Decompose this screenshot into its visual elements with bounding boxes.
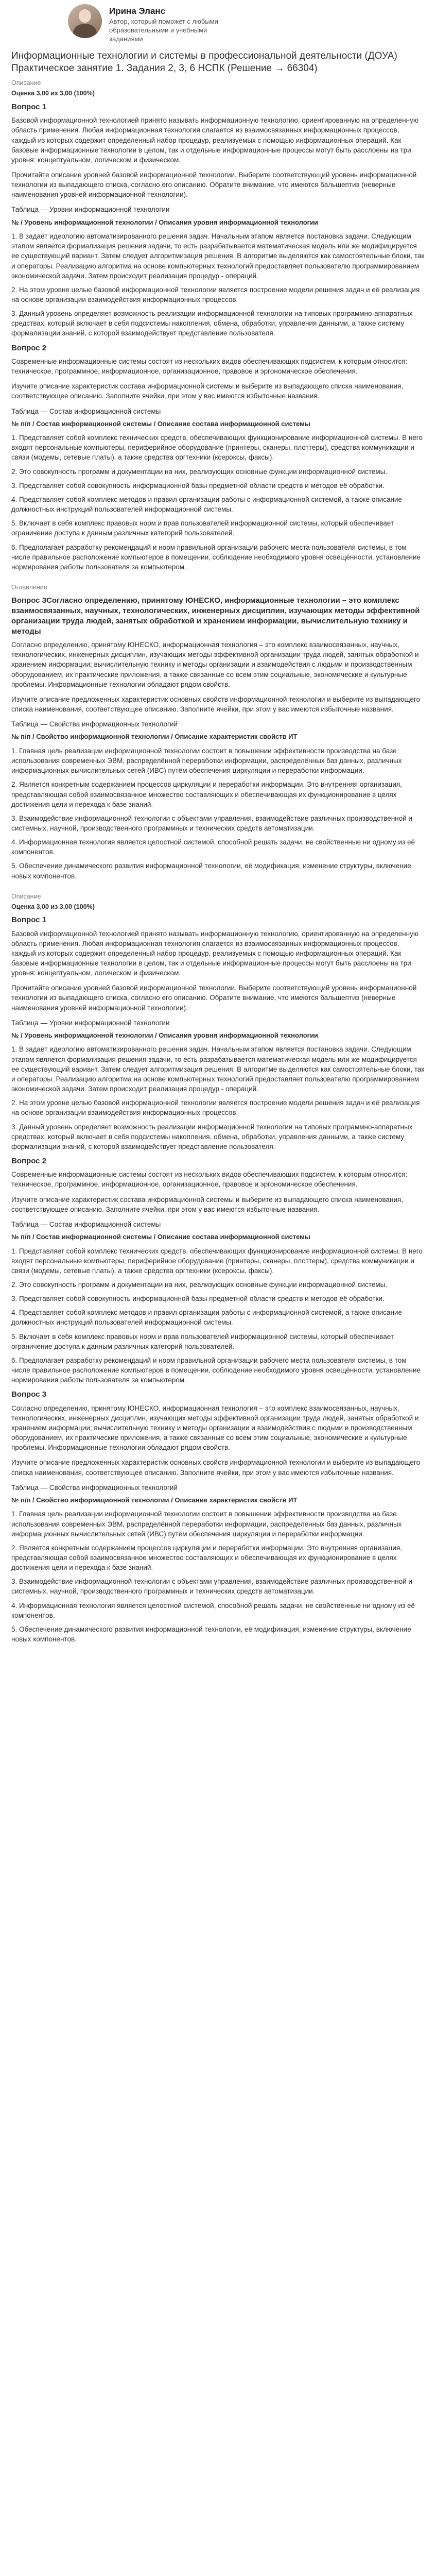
description-label-repeat: Описание <box>11 892 41 900</box>
question-2-item-repeat: 4. Представляет собой комплекс методов и правил организации работы с информационной системой, а также описание должностных инструкций пользователей информационной системы. <box>11 1309 402 1327</box>
question-2-item: 1. Представляет собой комплекс технических средств, обеспечивающих функционирование информационной системы. В него входят персональные компьютеры, периферийное оборудование (принтеры, сканеры, плоттеры), средства коммуникации и связи (модемы, сетевые платы), а также средства оргтехники (ксероксы, факсы). <box>11 434 423 462</box>
question-1-item: 3. Данный уровень определяет возможность реализации информационной технологии на типовых программно-аппаратных средствах, который включает в себя подсистемы накопления, обмена, обработки, управления данными, а также систему формализации знаний, с которой взаимодействует представление пользователя. <box>11 310 413 337</box>
question-3-item: 2. Является конкретным содержанием процессов циркуляции и переработки информации. Это внутренняя организация, представляющая собой взаимосвязанное множество составляющих и обеспечивающая их функционирование в целях достижения цели и перехода к базе знаний. <box>11 781 402 808</box>
question-3-item-repeat: 2. Является конкретным содержанием процессов циркуляции и переработки информации. Это внутренняя организация, представляющая собой взаимосвязанное множество составляющих и обеспечивающая их функционирование в целях достижения цели и перехода к базе знаний. <box>11 1544 402 1572</box>
question-1-task: Прочитайте описание уровней базовой информационной технологии. Выберите соответствующий уровень информационной технологии из выпадающего списка, согласно его описанию. Обратите внимание, что имеются бальшептиэ (неверные наименования уровней информационной технологии). <box>11 171 417 199</box>
question-2-item: 5. Включает в себя комплекс правовых норм и прав пользователей информационной системы, который обеспечивает ограничение доступа к данным различных категорий пользователей. <box>11 519 394 537</box>
question-3-item-repeat: 1. Главная цель реализации информационной технологии состоит в повышении эффективности производства на базе использования современных ЭВМ, распределённой переработки информации, распределённых баз данных, различных информационных вычислительных сетей (ИВС) путём обеспечения циркуляции и переработки информации. <box>11 1510 402 1538</box>
question-3-intro-repeat: Согласно определению, принятому ЮНЕСКО, информационная технология – это комплекс взаимосвязанных, научных, технологических, инженерных дисциплин, изучающих методы эффективной организации труда людей, занятых обработкой и хранением информации; вычислительную технику и методы организации и взаимодействия с людьми и производственным оборудованием, их практические приложения, а также связанные со всем этим социальные, экономические и культурные проблемы. Информационные технологии обладают рядом свойств. <box>11 1404 419 1452</box>
question-2-table-header: № п/п / Состав информационной системы / Описание состава информационной системы <box>11 419 310 428</box>
question-3-intro: Согласно определению, принятому ЮНЕСКО, информационная технология – это комплекс взаимосвязанных, научных, технологических, инженерных дисциплин, изучающих методы эффективной организации труда людей, занятых обработкой и хранением информации; вычислительную технику и методы организации и взаимодействия с людьми и производственным оборудованием, их практические приложения, а также связанные со всем этим социальные, экономические и культурные проблемы. Информационные технологии обладают рядом свойств. <box>11 641 419 688</box>
question-3-item-repeat: 3. Взаимодействие информационной технологии с объектами управления, взаимодействие различных производственной и системных, научной, производственного программных и технических средств автоматизации. <box>11 1578 412 1596</box>
question-1-title: Вопрос 1 <box>11 102 47 111</box>
question-3-item: 3. Взаимодействие информационной технологии с объектами управления, взаимодействие различных производственной и системных, научной, производственного программных и технических средств автоматизации. <box>11 814 412 832</box>
question-1-intro-repeat: Базовой информационной технологией принято называть информационную технологию, ориентированную на определенную область применения. Любая информационная технология слагается из взаимосвязанных информационных процессов, каждый из которых содержит определенный набор процедур, реализуемых с помощью информационных операций. Как базовые информационные технологии в целом, так и отдельные информационные процессы могут быть расслоены на три уровня: концептуальном, логическом и физическом. <box>11 929 418 977</box>
question-2-item: 4. Представляет собой комплекс методов и правил организации работы с информационной системой, а также описание должностных инструкций пользователей информационной системы. <box>11 495 402 514</box>
score-line: Оценка 3,00 из 3,00 (100%) <box>11 90 95 97</box>
question-3-task: Изучите описание предложенных характеристик основных свойств информационной технологии и выберите из выпадающего списка наименования, соответствующее описанию. Заполните ячейки, при этом у вас имеются избыточные названия. <box>11 695 421 714</box>
question-2-title-repeat: Вопрос 2 <box>11 1156 47 1165</box>
question-3-table-header-repeat: № п/п / Свойство информационной технологии / Описание характеристик свойств ИТ <box>11 1496 298 1504</box>
question-2-intro-repeat: Современные информационные системы состоят из нескольких видов обеспечивающих подсистем, к которым относится: техническое, программное, информационное, организационное, правовое и эргономическое обеспечения. <box>11 1171 408 1189</box>
question-2-task-repeat: Изучите описание характеристик состава информационной системы и выберите из выпадающего списка наименования, соответствующее описанию. Заполните ячейки, при этом у вас имеются избыточные названия. <box>11 1195 404 1213</box>
question-2-table-header-repeat: № п/п / Состав информационной системы / Описание состава информационной системы <box>11 1233 310 1241</box>
question-2-title: Вопрос 2 <box>11 343 47 352</box>
question-1-item: 2. На этом уровне целью базовой информационной технологии является построение модели решения задач и её реализация на основе организации взаимодействия информационных процессов. <box>11 285 420 304</box>
document-title: Информационные технологии и системы в профессиональной деятельности (ДОУА) Практическое занятие 1. Задания 2, 3, 6 НСПК (Решение → 66304) <box>11 50 397 74</box>
question-1-item-repeat: 1. В задаёт идеологию автоматизированного решения задач. Начальным этапом является постановка задачи. Следующим этапом является формализация решения задачи, то есть разрабатывается математическая модель или же модифицируется ее существующий вариант. Затем следует алгоритмизация решения. В алгоритме выделяются как самостоятельные блоки, так и операторы. Реализацию алгоритма на основе компьютерных технологий предоставляет пользователю программированием экономической задачи. Затем происходит реализация процедур - операций. <box>11 1045 425 1093</box>
question-1-item: 1. В задаёт идеологию автоматизированного решения задач. Начальным этапом является постановка задачи. Следующим этапом является формализация решения задачи, то есть разрабатывается математическая модель или же модифицируется ее существующий вариант. Затем следует алгоритмизация решения. В алгоритме выделяются как самостоятельные блоки, так и операторы. Реализацию алгоритма на основе компьютерных технологий предоставляет пользователю программированием экономической задачи. Затем происходит реализация процедур - операций. <box>11 232 425 280</box>
question-1-intro: Базовой информационной технологией принято называть информационную технологию, ориентированную на определенную область применения. Любая информационная технология слагается из взаимосвязанных информационных процессов, каждый из которых содержит определенный набор процедур, реализуемых с помощью информационных операций. Как базовые информационные технологии в целом, так и отдельные информационные процессы могут быть расслоены на три уровня: концептуальном, логическом и физическом. <box>11 116 418 164</box>
question-3-item: 1. Главная цель реализации информационной технологии состоит в повышении эффективности производства на базе использования современных ЭВМ, распределённой переработки информации, распределённых баз данных, различных информационных вычислительных сетей (ИВС) путём обеспечения циркуляции и переработки информации. <box>11 747 402 775</box>
question-2-task: Изучите описание характеристик состава информационной системы и выберите из выпадающего списка наименования, соответствующее описанию. Заполните ячейки, при этом у вас имеются избыточные названия. <box>11 382 404 400</box>
question-3-table-caption-repeat: Таблица — Свойства информационных технологий <box>11 1483 178 1492</box>
question-2-table-caption-repeat: Таблица — Состав информационной системы <box>11 1220 161 1228</box>
question-1-table-header-repeat: № / Уровень информационной технологии / Описания уровня информационной технологии <box>11 1031 319 1039</box>
question-3-table-caption: Таблица — Свойства информационных технологий <box>11 720 178 728</box>
author-avatar[interactable] <box>68 4 102 38</box>
contents-label: Оглавление <box>11 584 47 591</box>
author-name[interactable]: Ирина Эланс <box>109 6 166 16</box>
description-label: Описание <box>11 79 41 87</box>
question-2-item: 6. Предполагает разработку рекомендаций и норм правильной организации рабочего места пользователя системы, в том числе правильное расположение компьютеров в помещении, соблюдение необходимого уровня освещённости, установление нормирования работы пользователя за компьютером. <box>11 543 421 571</box>
question-3-item-repeat: 5. Обеспечение динамического развития информационной технологии, её модификация, изменение структуры, включение новых компонентов. <box>11 1625 411 1643</box>
question-3-title-short: Вопрос 3 <box>11 1390 47 1399</box>
author-info <box>109 4 233 44</box>
question-1-item-repeat: 2. На этом уровне целью базовой информационной технологии является построение модели решения задач и её реализация на основе организации взаимодействия информационных процессов. <box>11 1099 420 1117</box>
question-2-item: 3. Представляет собой совокупность информационной базы предметной области средств и методов её обработки. <box>11 481 385 489</box>
question-3-table-header: № п/п / Свойство информационной технологии / Описание характеристик свойств ИТ <box>11 733 298 741</box>
question-3-task-repeat: Изучите описание предложенных характеристик основных свойств информационной технологии и выберите из выпадающего списка наименования, соответствующее описанию. Заполните ячейки, при этом у вас имеются избыточные названия. <box>11 1459 421 1477</box>
question-2-item-repeat: 1. Представляет собой комплекс технических средств, обеспечивающих функционирование информационной системы. В него входят персональные компьютеры, периферийное оборудование (принтеры, сканеры, плоттеры), средства коммуникации и связи (модемы, сетевые платы), а также средства оргтехники (ксероксы, факсы). <box>11 1247 423 1275</box>
question-1-table-caption-repeat: Таблица — Уровни информационной технологии <box>11 1019 170 1027</box>
question-2-table-caption: Таблица — Состав информационной системы <box>11 407 161 415</box>
question-1-table-header: № / Уровень информационной технологии / Описания уровня информационной технологии <box>11 218 319 226</box>
question-1-title-repeat: Вопрос 1 <box>11 916 47 925</box>
question-1-table-caption: Таблица — Уровни информационной технологии <box>11 206 170 214</box>
question-3-item-repeat: 4. Информационная технология является целостной системой, способной решать задачи, не свойственные ни одному из её компонентов. <box>11 1601 415 1619</box>
question-2-intro: Современные информационные системы состоят из нескольких видов обеспечивающих подсистем, к которым относится: техническое, программное, информационное, организационное, правовое и эргономическое обеспечения. <box>11 357 408 376</box>
question-3-title: Вопрос 3Согласно определению, принятому ЮНЕСКО, информационные технологии – это комплекс взаимосвязанных, научных, технологических, инженерных дисциплин, изучающих методы эффективной организации труда людей, занятых обработкой и хранением информации, вычислительную технику и методы <box>11 596 420 636</box>
question-3-item: 4. Информационная технология является целостной системой, способной решать задачи, не свойственные ни одному из её компонентов. <box>11 838 415 856</box>
question-3-item: 5. Обеспечение динамического развития информационной технологии, её модификация, изменение структуры, включение новых компонентов. <box>11 862 411 880</box>
question-1-item-repeat: 3. Данный уровень определяет возможность реализации информационной технологии на типовых программно-аппаратных средствах, который включает в себя подсистемы накопления, обмена, обработки, управления данными, а также систему формализации знаний, с которой взаимодействует представление пользователя. <box>11 1123 413 1150</box>
score-line-repeat: Оценка 3,00 из 3,00 (100%) <box>11 903 95 910</box>
question-2-item-repeat: 3. Представляет собой совокупность информационной базы предметной области средств и методов её обработки. <box>11 1295 385 1303</box>
question-2-item-repeat: 2. Это совокупность программ и документации на них, реализующих основные функции информационной системы. <box>11 1280 388 1289</box>
question-1-task-repeat: Прочитайте описание уровней базовой информационной технологии. Выберите соответствующий уровень информационной технологии из выпадающего списка, согласно его описанию. Обратите внимание, что имеются бальшептиэ (неверные наименования уровней информационной технологии). <box>11 984 417 1012</box>
question-2-item-repeat: 6. Предполагает разработку рекомендаций и норм правильной организации рабочего места пользователя системы, в том числе правильное расположение компьютеров в помещении, соблюдение необходимого уровня освещённости, установление нормирования работы пользователя за компьютером. <box>11 1356 421 1384</box>
author-description: Автор, который поможет с любыми образовательными и учебными заданиями <box>109 18 218 43</box>
question-2-item: 2. Это совокупность программ и документации на них, реализующих основные функции информационной системы. <box>11 467 388 476</box>
author-card <box>11 0 425 48</box>
question-2-item-repeat: 5. Включает в себя комплекс правовых норм и прав пользователей информационной системы, который обеспечивает ограничение доступа к данным различных категорий пользователей. <box>11 1332 394 1350</box>
